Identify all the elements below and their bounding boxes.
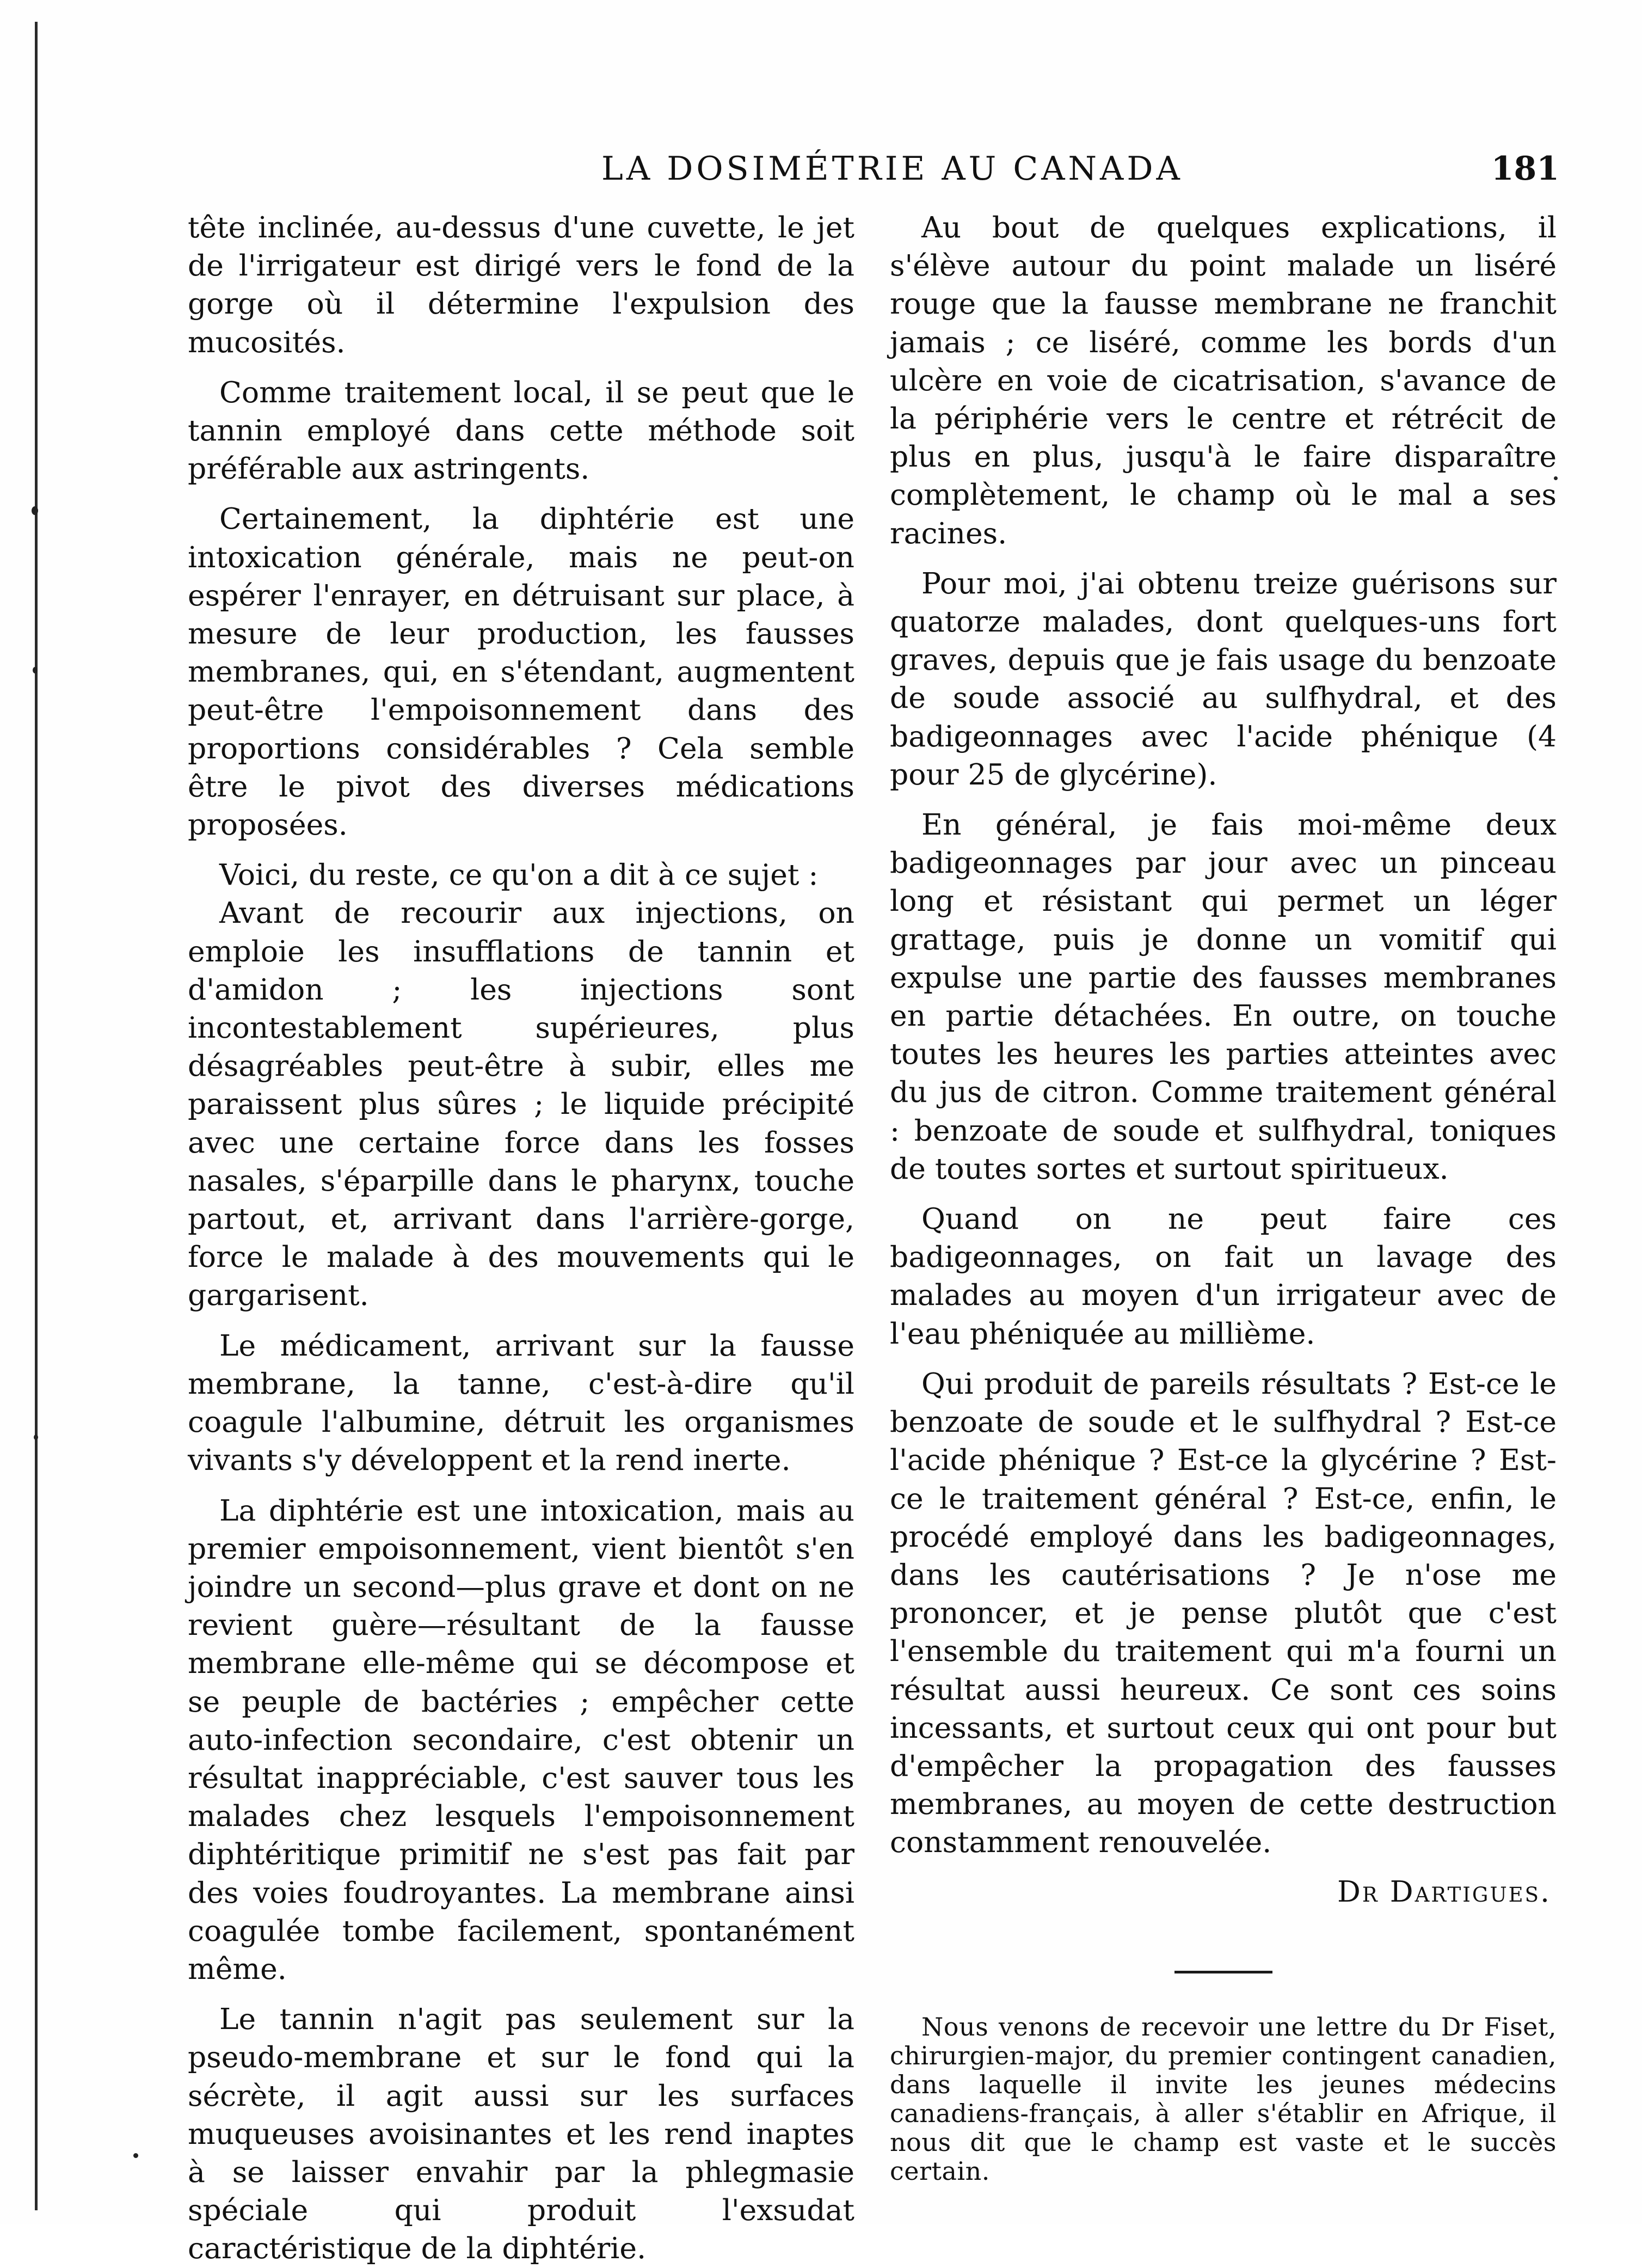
- running-header: [188, 150, 1559, 193]
- paragraph: Comme traitement local, il se peut que le tannin employé dans cette méthode soit préférable aux astringents.: [188, 375, 854, 486]
- print-speck: [34, 1435, 38, 1440]
- paragraph: Le tannin n'agit pas seulement sur la pseudo-membrane et sur le fond qui la sécrète, il agit aussi sur les surfaces muqueuses avoisinantes et les rend inaptes à se laisser envahir par la phlegmasie spéciale qui produit l'exsudat caractéristique de la diphtérie.: [188, 2002, 854, 2266]
- print-speck: [32, 506, 38, 515]
- page-number: 181: [1491, 150, 1559, 188]
- print-speck: [33, 667, 38, 673]
- paragraph: Qui produit de pareils résultats ? Est-ce le benzoate de soude et le sulfhydral ? Est-ce l'acide phénique ? Est-ce la glycérine ? Est-ce le traitement général ? Est-ce, enfin, le procédé employé dans les badigeonnages, dans les cautérisations ? Je n'ose me prononcer, et je pense plutôt que c'est l'ensemble du traitement qui m'a fourni un résultat aussi heureux. Ce sont ces soins incessants, et surtout ceux qui ont pour but d'empêcher la propagation des fausses membranes, au moyen de cette destruction constamment renouvelée.: [890, 1366, 1557, 1860]
- paragraph: Certainement, la diphtérie est une intoxication générale, mais ne peut-on espérer l'enrayer, en détruisant sur place, à mesure de leur production, les fausses membranes, qui, en s'étendant, augmentent peut-être l'empoisonnement dans des proportions considérables ? Cela semble être le pivot des diverses médications proposées.: [188, 501, 854, 842]
- running-title: LA DOSIMÉTRIE AU CANADA: [601, 150, 1183, 188]
- right-column: [890, 209, 1557, 2186]
- binding-edge-line: [35, 22, 38, 2210]
- print-speck: [133, 2153, 138, 2158]
- paragraph: Pour moi, j'ai obtenu treize guérisons sur quatorze malades, dont quelques-uns fort graves, depuis que je fais usage du benzoate de soude associé au sulfhydral, et des badigeonnages avec l'acide phénique (4 pour 25 de glycérine).: [890, 566, 1557, 792]
- author-signature: Dr Dartigues.: [1337, 1874, 1551, 1909]
- section-divider: [1174, 1971, 1272, 1973]
- editorial-note: Nous venons de recevoir une lettre du Dr Fiset, chirurgien-major, du premier contingent canadien, dans laquelle il invite les jeunes médecins canadiens-français, à aller s'établir en Afrique, il nous dit que le champ est vaste et le succès certain.: [890, 2012, 1557, 2186]
- paragraph: Quand on ne peut faire ces badigeonnages, on fait un lavage des malades au moyen d'un irrigateur avec de l'eau phéniquée au millième.: [890, 1202, 1557, 1351]
- paragraph: Avant de recourir aux injections, on emploie les insufflations de tannin et d'amidon ; les injections sont incontestablement supérieures, plus désagréables peut-être à subir, elles me paraissent plus sûres ; le liquide précipité avec une certaine force dans les fosses nasales, s'éparpille dans le pharynx, touche partout, et, arrivant dans l'arrière-gorge, force le malade à des mouvements qui le gargarisent.: [188, 896, 854, 1313]
- paragraph: La diphtérie est une intoxication, mais au premier empoisonnement, vient bientôt s'en joindre un second—plus grave et dont on ne revient guère—résultant de la fausse membrane elle-même qui se décompose et se peuple de bactéries ; empêcher cette auto-infection secondaire, c'est obtenir un résultat inappréciable, c'est sauver tous les malades chez lesquels l'empoisonnement diphtéritique primitif ne s'est pas fait par des voies foudroyantes. La membrane ainsi coagulée tombe facilement, spontanément même.: [188, 1493, 854, 1986]
- paragraph: tête inclinée, au-dessus d'une cuvette, le jet de l'irrigateur est dirigé vers le fond de la gorge où il détermine l'expulsion des mucosités.: [188, 210, 854, 359]
- paragraph: Le médicament, arrivant sur la fausse membrane, la tanne, c'est-à-dire qu'il coagule l'albumine, détruit les organismes vivants s'y développent et la rend inerte.: [188, 1328, 854, 1478]
- paragraph: Au bout de quelques explications, il s'élève autour du point malade un liséré rouge que la fausse membrane ne franchit jamais ; ce liséré, comme les bords d'un ulcère en voie de cicatrisation, s'avance de la périphérie vers le centre et rétrécit de plus en plus, jusqu'à le faire disparaître complètement, le champ où le mal a ses racines.: [890, 210, 1557, 550]
- paragraph: Voici, du reste, ce qu'on a dit à ce sujet :: [219, 857, 819, 892]
- paragraph: En général, je fais moi-même deux badigeonnages par jour avec un pinceau long et résistant qui permet un léger grattage, puis je donne un vomitif qui expulse une partie des fausses membranes en partie détachées. En outre, on touche toutes les heures les parties atteintes avec du jus de citron. Comme traitement général : benzoate de soude et sulfhydral, toniques de toutes sortes et surtout spiritueux.: [890, 807, 1557, 1186]
- left-column: [188, 209, 854, 2268]
